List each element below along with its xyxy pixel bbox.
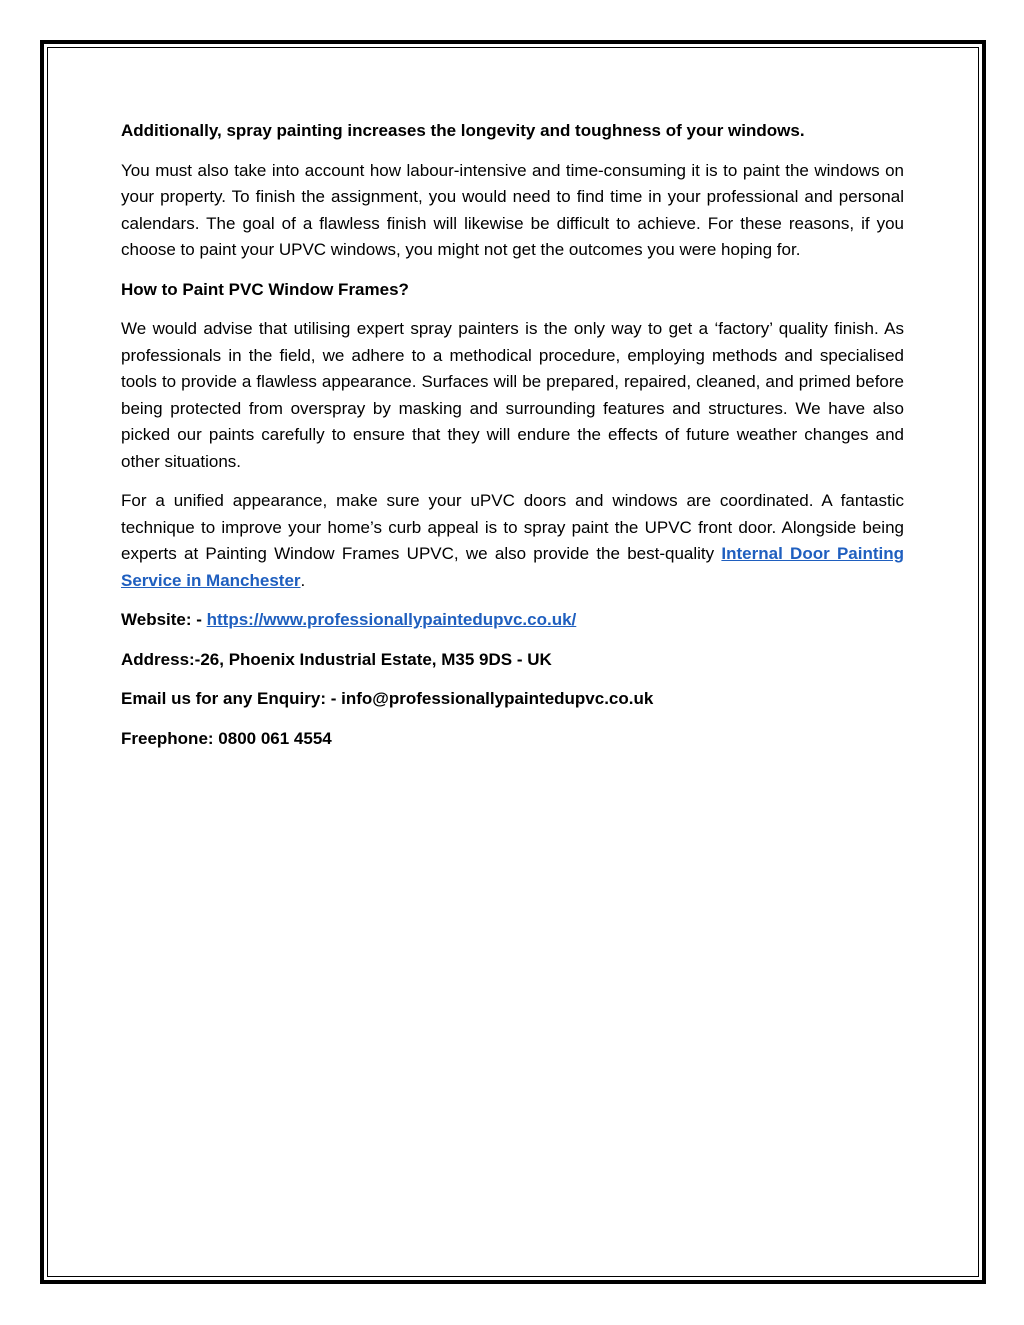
internal-door-painting-link[interactable]: Internal Door Painting Service in Manchester [121,544,905,590]
paragraph-expert-painters: We would advise that utilising expert spray painters is the only way to get a ‘factory’ quality finish. As professionals in the field, we adhere to a methodical procedure, employing methods and specialised tools to provide a flawless appearance. Surfaces will be prepared, repaired, cleaned, and primed before being protected from overspray by masking and surrounding features and structures. We have also picked our paints carefully to ensure that they will endure the effects of future weather changes and other situations. [121,319,904,471]
website-line [121,607,904,634]
intro-statement: Additionally, spray painting increases the longevity and toughness of your windows. [121,121,805,140]
website-label: Website: - [121,610,207,629]
email-line: Email us for any Enquiry: - info@professionallypaintedupvc.co.uk [121,689,654,708]
address-line: Address:-26, Phoenix Industrial Estate, M35 9DS - UK [121,649,552,669]
freephone-line: Freephone: 0800 061 4554 [121,728,332,748]
paragraph-unified-appearance [121,488,904,594]
document-content [121,118,904,765]
paragraph-unified-text: For a unified appearance, make sure your uPVC doors and windows are coordinated. A fantastic technique to improve your home’s curb appeal is to spray paint the UPVC front door. Alongside being experts at Painting Window Frames UPVC, we also provide the best-quality [121,491,904,563]
section-heading: How to Paint PVC Window Frames? [121,279,409,299]
website-link[interactable]: https://www.professionallypaintedupvc.co.uk/ [206,610,577,629]
paragraph-labour: You must also take into account how labour-intensive and time-consuming it is to paint the windows on your property. To finish the assignment, you would need to find time in your professional and personal calendars. The goal of a flawless finish will likewise be difficult to achieve. For these reasons, if you choose to paint your UPVC windows, you might not get the outcomes you were hoping for. [121,160,904,259]
paragraph-unified-end: . [300,570,306,590]
